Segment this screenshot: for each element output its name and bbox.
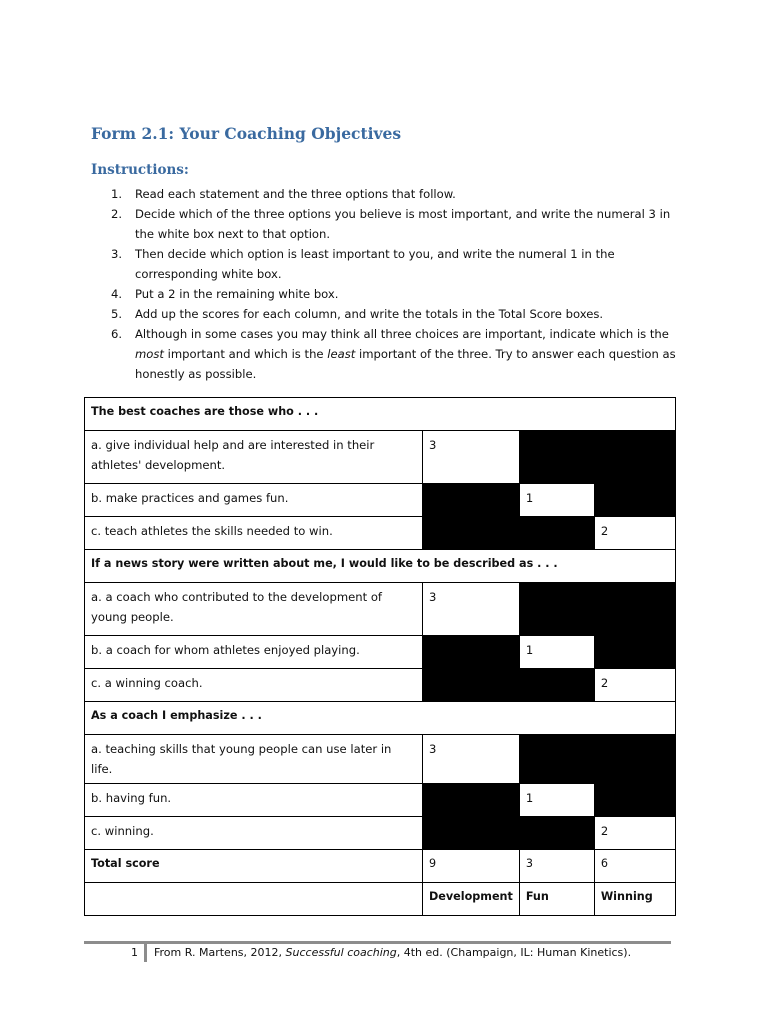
instruction-number: 6. xyxy=(111,327,123,341)
option-row xyxy=(85,817,676,850)
footnote-text-part: From R. Martens, 2012, xyxy=(154,946,286,959)
blocked-cell xyxy=(594,636,675,669)
total-row xyxy=(85,850,676,883)
blocked-cell xyxy=(519,669,594,702)
instruction-text: important and which is the xyxy=(163,347,328,361)
instruction-item xyxy=(111,244,686,284)
option-text: b. a coach for whom athletes enjoyed playing. xyxy=(85,636,423,669)
footnote-number: 1 xyxy=(131,944,147,962)
total-label: Total score xyxy=(85,850,423,883)
blocked-cell xyxy=(519,517,594,550)
instruction-text: Put a 2 in the remaining white box. xyxy=(135,287,339,301)
blocked-cell xyxy=(423,817,520,850)
instruction-text: important of the three. Try to answer each question as honestly as possible. xyxy=(135,347,676,381)
blocked-cell xyxy=(594,735,675,784)
section-heading-row xyxy=(85,702,676,735)
development-score-cell[interactable]: 3 xyxy=(423,431,520,484)
instruction-number: 5. xyxy=(111,307,123,321)
blocked-cell xyxy=(594,431,675,484)
development-total-cell[interactable]: 9 xyxy=(423,850,520,883)
fun-total-cell[interactable]: 3 xyxy=(519,850,594,883)
option-row xyxy=(85,583,676,636)
blocked-cell xyxy=(594,583,675,636)
development-score-cell[interactable]: 3 xyxy=(423,735,520,784)
instruction-text: Decide which of the three options you believe is most important, and write the numeral 3 in the white box next to that option. xyxy=(135,207,671,241)
instruction-emphasis: most xyxy=(135,347,164,361)
section-heading-row xyxy=(85,550,676,583)
blocked-cell xyxy=(519,817,594,850)
section-heading: If a news story were written about me, I would like to be described as . . . xyxy=(85,550,676,583)
blocked-cell xyxy=(423,669,520,702)
instructions-heading: Instructions: xyxy=(91,162,189,178)
instruction-item xyxy=(111,204,686,244)
option-row xyxy=(85,431,676,484)
blocked-cell xyxy=(423,484,520,517)
instruction-number: 4. xyxy=(111,287,123,301)
fun-column-label: Fun xyxy=(519,883,594,916)
instruction-text: Read each statement and the three options that follow. xyxy=(135,187,456,201)
instruction-number: 3. xyxy=(111,247,123,261)
fun-score-cell[interactable]: 1 xyxy=(519,484,594,517)
blocked-cell xyxy=(423,636,520,669)
development-column-label: Development xyxy=(423,883,520,916)
footnote xyxy=(131,944,631,962)
instruction-text: Although in some cases you may think all three choices are important, indicate which is the xyxy=(135,327,669,341)
option-row xyxy=(85,636,676,669)
section-heading: As a coach I emphasize . . . xyxy=(85,702,676,735)
section-heading: The best coaches are those who . . . xyxy=(85,398,676,431)
instruction-text: Add up the scores for each column, and write the totals in the Total Score boxes. xyxy=(135,307,604,321)
blocked-cell xyxy=(594,484,675,517)
winning-score-cell[interactable]: 2 xyxy=(594,817,675,850)
option-row xyxy=(85,484,676,517)
option-row xyxy=(85,735,676,784)
instruction-item xyxy=(111,324,686,384)
blocked-cell xyxy=(519,735,594,784)
instruction-item xyxy=(111,284,686,304)
instruction-number: 2. xyxy=(111,207,123,221)
winning-column-label: Winning xyxy=(594,883,675,916)
instruction-item xyxy=(111,304,686,324)
blocked-cell xyxy=(519,431,594,484)
option-text: c. teach athletes the skills needed to win. xyxy=(85,517,423,550)
instruction-item xyxy=(111,184,686,204)
empty-cell xyxy=(85,883,423,916)
fun-score-cell[interactable]: 1 xyxy=(519,636,594,669)
blocked-cell xyxy=(594,784,675,817)
option-row xyxy=(85,669,676,702)
option-row xyxy=(85,784,676,817)
winning-total-cell[interactable]: 6 xyxy=(594,850,675,883)
footnote-book-title: Successful coaching xyxy=(285,946,397,959)
option-text: a. give individual help and are interested in their athletes' development. xyxy=(85,431,423,484)
option-row xyxy=(85,517,676,550)
option-text: b. having fun. xyxy=(85,784,423,817)
instruction-number: 1. xyxy=(111,187,123,201)
option-text: a. a coach who contributed to the development of young people. xyxy=(85,583,423,636)
section-heading-row xyxy=(85,398,676,431)
instruction-emphasis: least xyxy=(327,347,356,361)
footnote-text-part: , 4th ed. (Champaign, IL: Human Kinetics). xyxy=(396,946,632,959)
blocked-cell xyxy=(519,583,594,636)
form-title: Form 2.1: Your Coaching Objectives xyxy=(91,124,402,143)
blocked-cell xyxy=(423,517,520,550)
instruction-text: Then decide which option is least important to you, and write the numeral 1 in the corresponding white box. xyxy=(135,247,615,281)
winning-score-cell[interactable]: 2 xyxy=(594,669,675,702)
option-text: b. make practices and games fun. xyxy=(85,484,423,517)
footnote-text xyxy=(147,944,631,962)
option-text: c. a winning coach. xyxy=(85,669,423,702)
objectives-table xyxy=(84,397,676,916)
column-label-row xyxy=(85,883,676,916)
blocked-cell xyxy=(423,784,520,817)
fun-score-cell[interactable]: 1 xyxy=(519,784,594,817)
winning-score-cell[interactable]: 2 xyxy=(594,517,675,550)
option-text: a. teaching skills that young people can use later in life. xyxy=(85,735,423,784)
instructions-list xyxy=(111,184,686,384)
option-text: c. winning. xyxy=(85,817,423,850)
development-score-cell[interactable]: 3 xyxy=(423,583,520,636)
